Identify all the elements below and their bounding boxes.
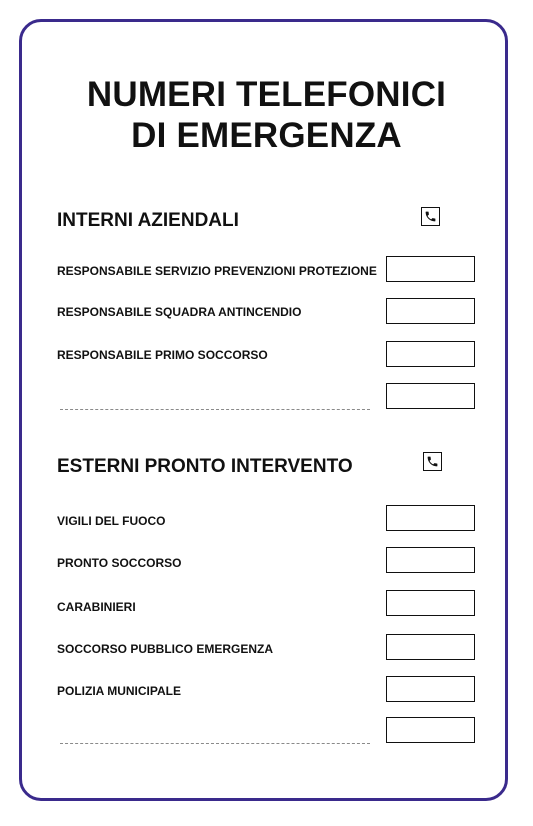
row-label-rspp: RESPONSABILE SERVIZIO PREVENZIONI PROTEZIONE — [57, 264, 377, 278]
phone-number-field-pronto-soccorso[interactable] — [386, 547, 475, 573]
phone-number-field-carabinieri[interactable] — [386, 590, 475, 616]
blank-entry-line-external[interactable] — [60, 743, 370, 744]
row-label-primo-soccorso: RESPONSABILE PRIMO SOCCORSO — [57, 348, 268, 362]
phone-number-field-rspp[interactable] — [386, 256, 475, 282]
phone-number-field-external-extra[interactable] — [386, 717, 475, 743]
row-label-antincendio: RESPONSABILE SQUADRA ANTINCENDIO — [57, 305, 302, 319]
row-label-polizia-municipale: POLIZIA MUNICIPALE — [57, 684, 181, 698]
section-heading-internal: INTERNI AZIENDALI — [57, 210, 239, 231]
phone-number-field-vigili-del-fuoco[interactable] — [386, 505, 475, 531]
page-title-line-2: DI EMERGENZA — [131, 116, 402, 155]
blank-entry-line-internal[interactable] — [60, 409, 370, 410]
phone-number-field-polizia-municipale[interactable] — [386, 676, 475, 702]
phone-number-field-internal-extra[interactable] — [386, 383, 475, 409]
phone-icon — [423, 452, 442, 471]
phone-number-field-primo-soccorso[interactable] — [386, 341, 475, 367]
page-title-line-1: NUMERI TELEFONICI — [86, 75, 447, 114]
phone-number-field-soccorso-pubblico[interactable] — [386, 634, 475, 660]
row-label-soccorso-pubblico: SOCCORSO PUBBLICO EMERGENZA — [57, 642, 274, 656]
row-label-vigili-del-fuoco: VIGILI DEL FUOCO — [57, 514, 166, 528]
phone-icon — [421, 207, 440, 226]
section-heading-external: ESTERNI PRONTO INTERVENTO — [57, 456, 353, 477]
phone-number-field-antincendio[interactable] — [386, 298, 475, 324]
row-label-pronto-soccorso: PRONTO SOCCORSO — [57, 556, 182, 570]
row-label-carabinieri: CARABINIERI — [57, 600, 136, 614]
